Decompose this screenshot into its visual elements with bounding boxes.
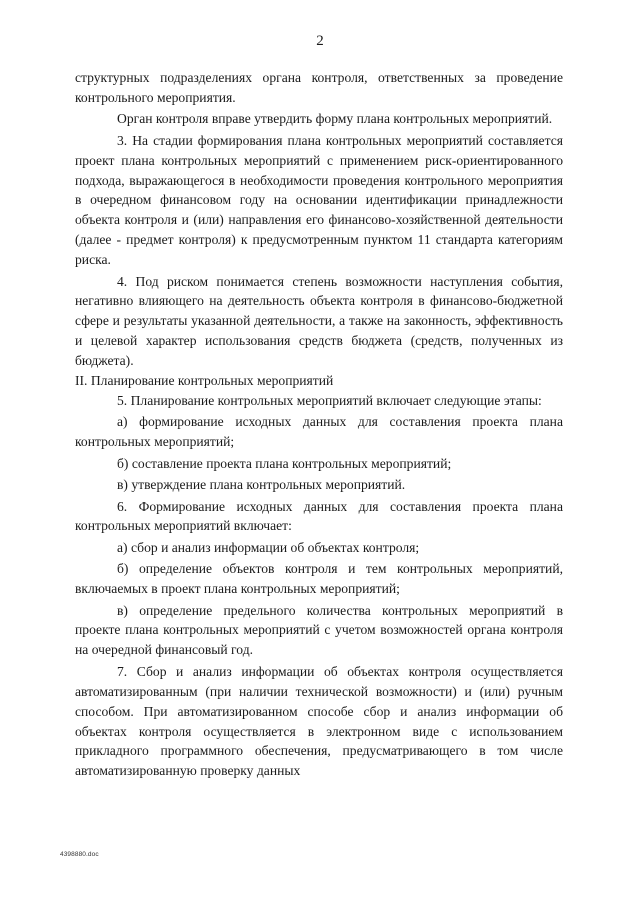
section-heading: II. Планирование контрольных мероприятий	[75, 373, 334, 389]
paragraph: 4. Под риском понимается степень возможности наступления события, негативно влияющего на деятельность объекта контроля в финансово-бюджетной сфере и результаты указанной деятельности, а также на законность, эффективность и целевой характер использования средств бюджета (средств, полученных из бюджета).	[75, 273, 563, 369]
paragraph: 7. Сбор и анализ информации об объектах контроля осуществляется автоматизированным (при наличии технической возможности) и (или) ручным способом. При автоматизированном способе сбор и анализ информации об объектах контроля осуществляется в электронном виде с использованием прикладного программного обеспечения, предусматривающего в том числе автоматизированную проверку данных	[75, 663, 563, 779]
paragraph: структурных подразделениях органа контроля, ответственных за проведение контрольного мероприятия.	[75, 70, 563, 105]
page-number: 2	[316, 33, 324, 49]
paragraph: Орган контроля вправе утвердить форму плана контрольных мероприятий.	[117, 111, 553, 127]
paragraph: в) утверждение плана контрольных мероприятий.	[117, 477, 406, 493]
footer-file-name: 4398880.doc	[60, 851, 99, 858]
paragraph: 3. На стадии формирования плана контрольных мероприятий составляется проект плана контрольных мероприятий с применением риск-ориентированного подхода, выражающегося в необходимости проведения контрольного мероприятия в очередном финансовом году на основании идентификации принадлежности объекта контроля и (или) направления его финансово-хозяйственной деятельности (далее - предмет контроля) к предусмотренным пунктом 11 стандарта категориям риска.	[75, 132, 563, 268]
document-body	[75, 68, 563, 781]
paragraph: а) сбор и анализ информации об объектах контроля;	[117, 539, 420, 555]
paragraph: 6. Формирование исходных данных для составления проекта плана контрольных мероприятий включает:	[75, 498, 563, 534]
paragraph: в) определение предельного количества контрольных мероприятий в проекте плана контрольных мероприятий с учетом возможностей органа контроля на очередной финансовый год.	[75, 602, 563, 658]
paragraphs-before-heading	[75, 68, 563, 371]
paragraphs-after-heading	[75, 391, 563, 781]
paragraph: а) формирование исходных данных для составления проекта плана контрольных мероприятий;	[75, 414, 563, 450]
paragraph: 5. Планирование контрольных мероприятий включает следующие этапы:	[117, 393, 542, 408]
paragraph: б) определение объектов контроля и тем контрольных мероприятий, включаемых в проект плана контрольных мероприятий;	[75, 561, 563, 597]
paragraph: б) составление проекта плана контрольных мероприятий;	[117, 455, 452, 471]
